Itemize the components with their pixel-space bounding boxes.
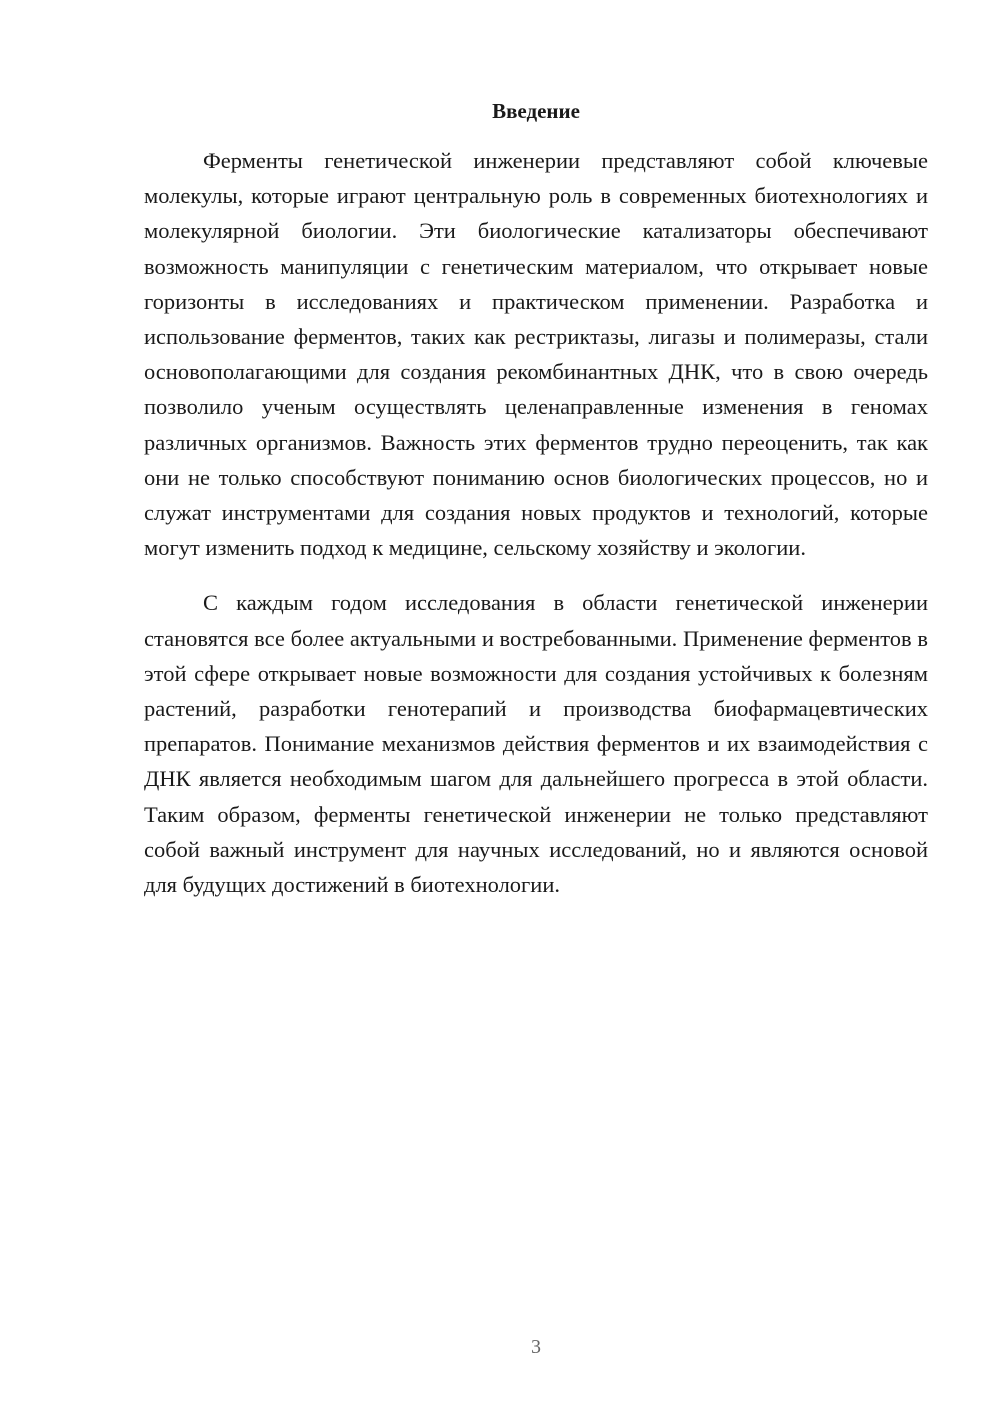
paragraph-2: С каждым годом исследования в области генетической инженерии становятся все более актуальными и востребованными. Применение ферментов в этой сфере открывает новые возможности для создания устойчивых к болезням растений, разработки генотерапий и производства биофармацевтических препаратов. Понимание механизмов действия ферментов и их взаимодействия с ДНК является необходимым шагом для дальнейшего прогресса в этой области. Таким образом, ферменты генетической инженерии не только представляют собой важный инструмент для научных исследований, но и являются основой для будущих достижений в биотехнологии. xyxy=(144,590,928,898)
paragraph-1: Ферменты генетической инженерии представляют собой ключевые молекулы, которые играют центральную роль в современных биотехнологиях и молекулярной биологии. Эти биологические катализаторы обеспечивают возможность манипуляции с генетическим материалом, что открывает новые горизонты в исследованиях и практическом применении. Разработка и использование ферментов, таких как рестриктазы, лигазы и полимеразы, стали основополагающими для создания рекомбинантных ДНК, что в свою очередь позволило ученым осуществлять целенаправленные изменения в геномах различных организмов. Важность этих ферментов трудно переоценить, так как они не только способствуют пониманию основ биологических процессов, но и служат инструментами для создания новых продуктов и технологий, которые могут изменить подход к медицине, сельскому хозяйству и экологии. xyxy=(144,148,928,561)
page-number: 3 xyxy=(531,1336,541,1358)
section-heading: Введение xyxy=(492,99,580,123)
body-text xyxy=(144,143,928,902)
